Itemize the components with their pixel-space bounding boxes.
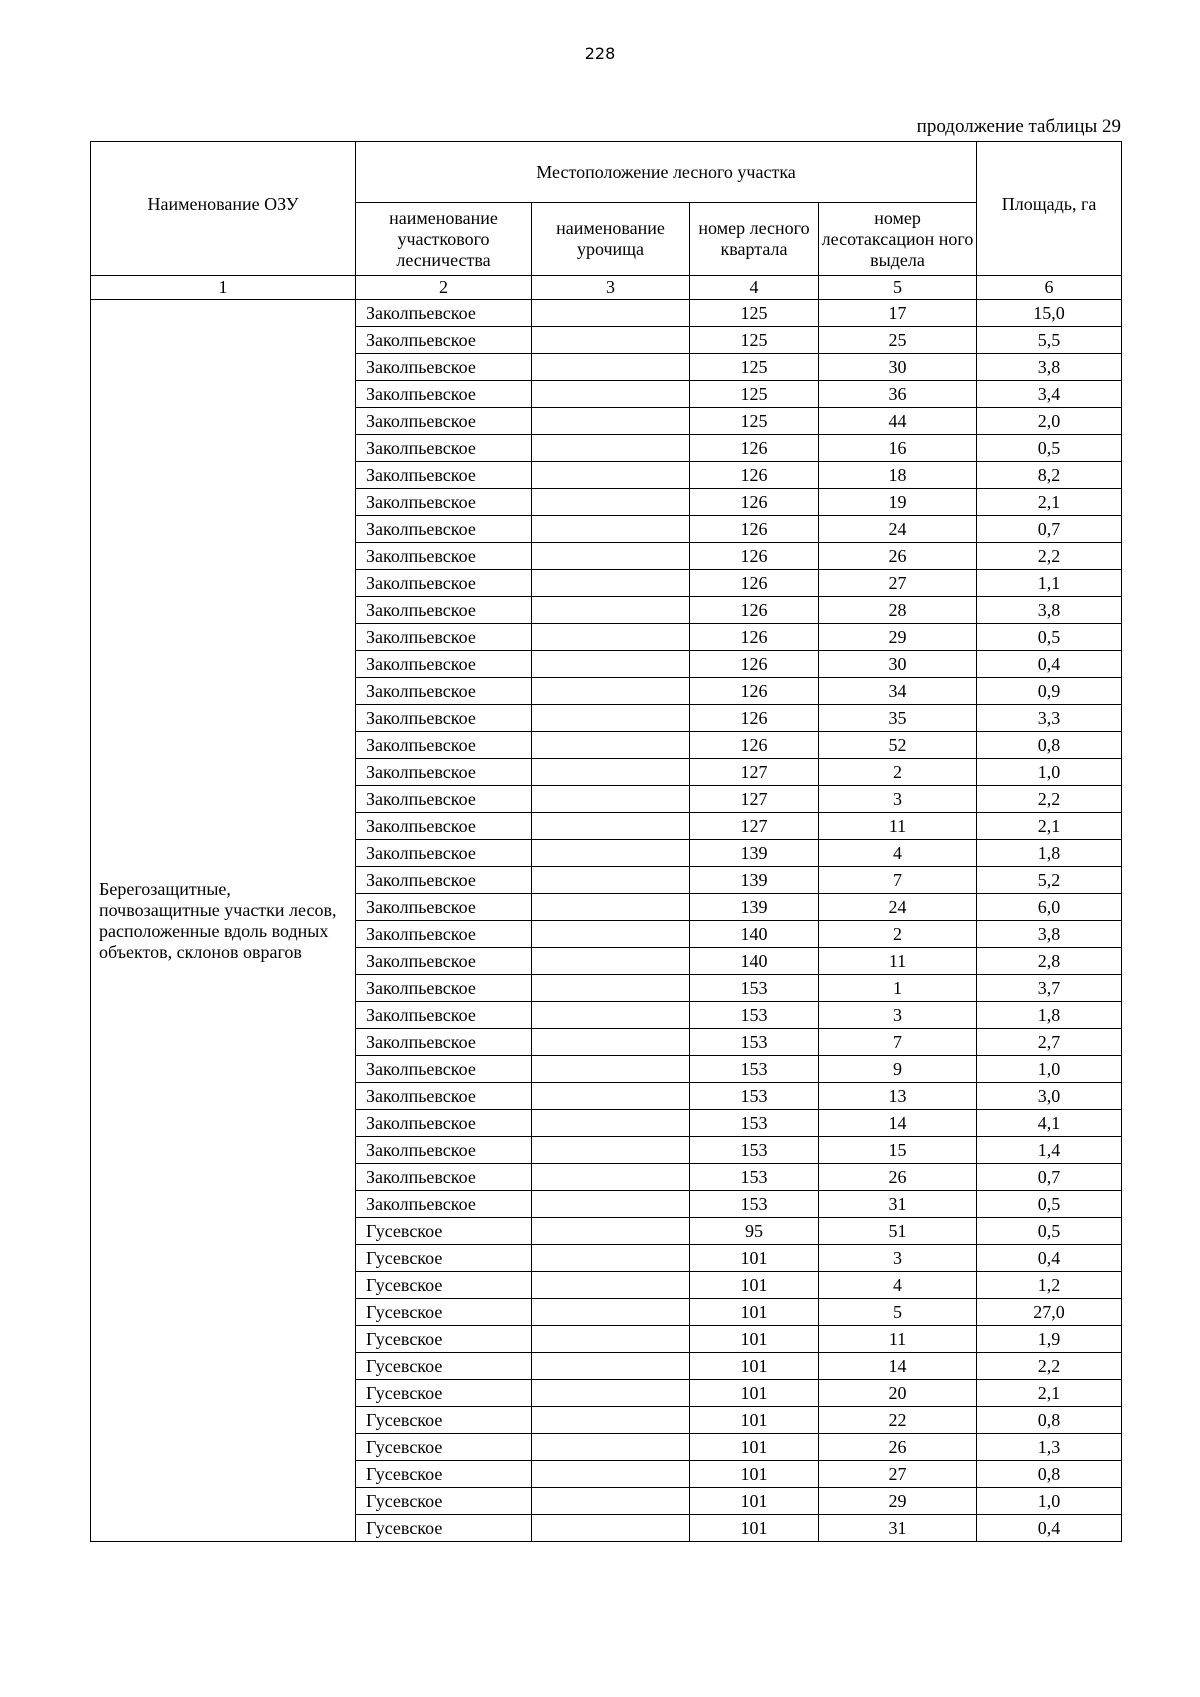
forestry-cell: Гусевское: [356, 1380, 532, 1407]
header-location-group: Местоположение лесного участка: [356, 142, 977, 203]
forest-plots-table: [90, 141, 1122, 1542]
quarter-cell: 126: [690, 435, 819, 462]
forestry-cell: Заколпьевское: [356, 1191, 532, 1218]
area-cell: 3,8: [977, 354, 1122, 381]
tract-cell: [532, 759, 690, 786]
tract-cell: [532, 489, 690, 516]
tract-cell: [532, 651, 690, 678]
tract-cell: [532, 732, 690, 759]
plot-cell: 13: [819, 1083, 977, 1110]
area-cell: 1,9: [977, 1326, 1122, 1353]
tract-cell: [532, 678, 690, 705]
quarter-cell: 153: [690, 1083, 819, 1110]
quarter-cell: 126: [690, 489, 819, 516]
quarter-cell: 126: [690, 462, 819, 489]
plot-cell: 29: [819, 624, 977, 651]
area-cell: 2,8: [977, 948, 1122, 975]
ozu-name-cell: Берегозащитные, почвозащитные участки лесов, расположенные вдоль водных объектов, склонов оврагов: [91, 300, 356, 1542]
area-cell: 1,0: [977, 759, 1122, 786]
area-cell: 1,4: [977, 1137, 1122, 1164]
tract-cell: [532, 1461, 690, 1488]
plot-cell: 27: [819, 570, 977, 597]
tract-cell: [532, 381, 690, 408]
tract-cell: [532, 543, 690, 570]
tract-cell: [532, 975, 690, 1002]
forestry-cell: Заколпьевское: [356, 1029, 532, 1056]
area-cell: 3,4: [977, 381, 1122, 408]
forestry-cell: Заколпьевское: [356, 1137, 532, 1164]
area-cell: 1,0: [977, 1056, 1122, 1083]
area-cell: 0,4: [977, 651, 1122, 678]
plot-cell: 14: [819, 1110, 977, 1137]
quarter-cell: 153: [690, 1164, 819, 1191]
forestry-cell: Гусевское: [356, 1515, 532, 1542]
area-cell: 2,0: [977, 408, 1122, 435]
area-cell: 0,4: [977, 1245, 1122, 1272]
tract-cell: [532, 948, 690, 975]
plot-cell: 2: [819, 759, 977, 786]
area-cell: 0,8: [977, 1407, 1122, 1434]
area-cell: 1,8: [977, 1002, 1122, 1029]
tract-cell: [532, 1515, 690, 1542]
plot-cell: 52: [819, 732, 977, 759]
quarter-cell: 101: [690, 1407, 819, 1434]
forestry-cell: Заколпьевское: [356, 1002, 532, 1029]
area-cell: 2,2: [977, 786, 1122, 813]
page-number: 228: [584, 44, 616, 63]
quarter-cell: 153: [690, 1137, 819, 1164]
plot-cell: 31: [819, 1191, 977, 1218]
tract-cell: [532, 1245, 690, 1272]
area-cell: 3,8: [977, 597, 1122, 624]
forestry-cell: Заколпьевское: [356, 408, 532, 435]
tract-cell: [532, 516, 690, 543]
plot-cell: 16: [819, 435, 977, 462]
forestry-cell: Заколпьевское: [356, 678, 532, 705]
forestry-cell: Гусевское: [356, 1434, 532, 1461]
plot-cell: 28: [819, 597, 977, 624]
forestry-cell: Заколпьевское: [356, 570, 532, 597]
forestry-cell: Заколпьевское: [356, 840, 532, 867]
quarter-cell: 126: [690, 570, 819, 597]
plot-cell: 27: [819, 1461, 977, 1488]
forestry-cell: Заколпьевское: [356, 894, 532, 921]
area-cell: 1,3: [977, 1434, 1122, 1461]
column-number: 5: [819, 276, 977, 300]
table-row: [91, 300, 1122, 327]
forestry-cell: Заколпьевское: [356, 300, 532, 327]
quarter-cell: 101: [690, 1326, 819, 1353]
tract-cell: [532, 300, 690, 327]
plot-cell: 3: [819, 1002, 977, 1029]
plot-cell: 31: [819, 1515, 977, 1542]
header-quarter: номер лесного квартала: [690, 203, 819, 276]
tract-cell: [532, 570, 690, 597]
tract-cell: [532, 435, 690, 462]
area-cell: 0,5: [977, 624, 1122, 651]
forestry-cell: Гусевское: [356, 1407, 532, 1434]
quarter-cell: 125: [690, 327, 819, 354]
plot-cell: 7: [819, 1029, 977, 1056]
quarter-cell: 126: [690, 705, 819, 732]
plot-cell: 11: [819, 1326, 977, 1353]
plot-cell: 11: [819, 948, 977, 975]
header-ozu-name: Наименование ОЗУ: [91, 142, 356, 276]
area-cell: 3,7: [977, 975, 1122, 1002]
quarter-cell: 125: [690, 408, 819, 435]
forestry-cell: Заколпьевское: [356, 732, 532, 759]
quarter-cell: 127: [690, 813, 819, 840]
quarter-cell: 139: [690, 840, 819, 867]
area-cell: 2,7: [977, 1029, 1122, 1056]
forestry-cell: Заколпьевское: [356, 1164, 532, 1191]
plot-cell: 30: [819, 651, 977, 678]
quarter-cell: 126: [690, 516, 819, 543]
forestry-cell: Заколпьевское: [356, 516, 532, 543]
forestry-cell: Гусевское: [356, 1245, 532, 1272]
tract-cell: [532, 1353, 690, 1380]
forestry-cell: Гусевское: [356, 1488, 532, 1515]
quarter-cell: 101: [690, 1299, 819, 1326]
tract-cell: [532, 813, 690, 840]
forestry-cell: Заколпьевское: [356, 624, 532, 651]
plot-cell: 44: [819, 408, 977, 435]
forestry-cell: Гусевское: [356, 1353, 532, 1380]
tract-cell: [532, 1002, 690, 1029]
area-cell: 4,1: [977, 1110, 1122, 1137]
forestry-cell: Заколпьевское: [356, 759, 532, 786]
plot-cell: 4: [819, 1272, 977, 1299]
area-cell: 0,9: [977, 678, 1122, 705]
forestry-cell: Заколпьевское: [356, 327, 532, 354]
plot-cell: 51: [819, 1218, 977, 1245]
forestry-cell: Заколпьевское: [356, 948, 532, 975]
tract-cell: [532, 624, 690, 651]
tract-cell: [532, 1272, 690, 1299]
tract-cell: [532, 705, 690, 732]
tract-cell: [532, 1380, 690, 1407]
tract-cell: [532, 1137, 690, 1164]
tract-cell: [532, 867, 690, 894]
quarter-cell: 101: [690, 1515, 819, 1542]
quarter-cell: 101: [690, 1272, 819, 1299]
plot-cell: 22: [819, 1407, 977, 1434]
plot-cell: 4: [819, 840, 977, 867]
area-cell: 1,1: [977, 570, 1122, 597]
quarter-cell: 126: [690, 678, 819, 705]
quarter-cell: 126: [690, 732, 819, 759]
area-cell: 6,0: [977, 894, 1122, 921]
quarter-cell: 125: [690, 354, 819, 381]
quarter-cell: 95: [690, 1218, 819, 1245]
quarter-cell: 101: [690, 1434, 819, 1461]
header-tract: наименование урочища: [532, 203, 690, 276]
plot-cell: 3: [819, 1245, 977, 1272]
forestry-cell: Гусевское: [356, 1218, 532, 1245]
forestry-cell: Заколпьевское: [356, 435, 532, 462]
plot-cell: 24: [819, 894, 977, 921]
tract-cell: [532, 1164, 690, 1191]
quarter-cell: 153: [690, 1110, 819, 1137]
column-number: 4: [690, 276, 819, 300]
area-cell: 5,5: [977, 327, 1122, 354]
quarter-cell: 101: [690, 1380, 819, 1407]
tract-cell: [532, 1218, 690, 1245]
quarter-cell: 101: [690, 1353, 819, 1380]
tract-cell: [532, 1191, 690, 1218]
plot-cell: 29: [819, 1488, 977, 1515]
tract-cell: [532, 840, 690, 867]
column-number: 2: [356, 276, 532, 300]
area-cell: 27,0: [977, 1299, 1122, 1326]
plot-cell: 26: [819, 1164, 977, 1191]
forestry-cell: Заколпьевское: [356, 1056, 532, 1083]
forestry-cell: Заколпьевское: [356, 921, 532, 948]
plot-cell: 9: [819, 1056, 977, 1083]
forestry-cell: Гусевское: [356, 1299, 532, 1326]
plot-cell: 30: [819, 354, 977, 381]
plot-cell: 34: [819, 678, 977, 705]
area-cell: 0,7: [977, 1164, 1122, 1191]
tract-cell: [532, 408, 690, 435]
forestry-cell: Заколпьевское: [356, 489, 532, 516]
area-cell: 0,8: [977, 732, 1122, 759]
quarter-cell: 101: [690, 1461, 819, 1488]
plot-cell: 18: [819, 462, 977, 489]
area-cell: 2,1: [977, 813, 1122, 840]
plot-cell: 25: [819, 327, 977, 354]
table-caption: продолжение таблицы 29: [916, 116, 1121, 137]
tract-cell: [532, 1029, 690, 1056]
area-cell: 2,2: [977, 1353, 1122, 1380]
tract-cell: [532, 786, 690, 813]
column-number: 3: [532, 276, 690, 300]
tract-cell: [532, 1110, 690, 1137]
quarter-cell: 125: [690, 381, 819, 408]
tract-cell: [532, 327, 690, 354]
quarter-cell: 127: [690, 786, 819, 813]
quarter-cell: 125: [690, 300, 819, 327]
area-cell: 1,2: [977, 1272, 1122, 1299]
area-cell: 5,2: [977, 867, 1122, 894]
plot-cell: 26: [819, 543, 977, 570]
forestry-cell: Заколпьевское: [356, 867, 532, 894]
quarter-cell: 140: [690, 921, 819, 948]
quarter-cell: 153: [690, 1002, 819, 1029]
plot-cell: 2: [819, 921, 977, 948]
forestry-cell: Гусевское: [356, 1461, 532, 1488]
plot-cell: 24: [819, 516, 977, 543]
forestry-cell: Заколпьевское: [356, 786, 532, 813]
plot-cell: 35: [819, 705, 977, 732]
tract-cell: [532, 1083, 690, 1110]
forestry-cell: Заколпьевское: [356, 1083, 532, 1110]
quarter-cell: 126: [690, 624, 819, 651]
quarter-cell: 153: [690, 1029, 819, 1056]
forestry-cell: Заколпьевское: [356, 597, 532, 624]
quarter-cell: 140: [690, 948, 819, 975]
forestry-cell: Заколпьевское: [356, 1110, 532, 1137]
plot-cell: 11: [819, 813, 977, 840]
quarter-cell: 126: [690, 597, 819, 624]
column-number: 1: [91, 276, 356, 300]
quarter-cell: 153: [690, 1191, 819, 1218]
quarter-cell: 127: [690, 759, 819, 786]
column-number-row: [91, 276, 1122, 300]
forestry-cell: Заколпьевское: [356, 354, 532, 381]
forestry-cell: Заколпьевское: [356, 543, 532, 570]
area-cell: 1,8: [977, 840, 1122, 867]
forestry-cell: Заколпьевское: [356, 381, 532, 408]
quarter-cell: 139: [690, 867, 819, 894]
area-cell: 8,2: [977, 462, 1122, 489]
plot-cell: 19: [819, 489, 977, 516]
forestry-cell: Заколпьевское: [356, 462, 532, 489]
plot-cell: 1: [819, 975, 977, 1002]
tract-cell: [532, 1434, 690, 1461]
tract-cell: [532, 921, 690, 948]
area-cell: 1,0: [977, 1488, 1122, 1515]
header-plot: номер лесотаксацион ного выдела: [819, 203, 977, 276]
tract-cell: [532, 462, 690, 489]
area-cell: 15,0: [977, 300, 1122, 327]
header-area: Площадь, га: [977, 142, 1122, 276]
plot-cell: 7: [819, 867, 977, 894]
tract-cell: [532, 354, 690, 381]
forestry-cell: Заколпьевское: [356, 705, 532, 732]
plot-cell: 20: [819, 1380, 977, 1407]
area-cell: 0,5: [977, 1218, 1122, 1245]
area-cell: 0,7: [977, 516, 1122, 543]
header-forestry: наименование участкового лесничества: [356, 203, 532, 276]
area-cell: 0,5: [977, 1191, 1122, 1218]
forestry-cell: Заколпьевское: [356, 813, 532, 840]
quarter-cell: 101: [690, 1488, 819, 1515]
quarter-cell: 139: [690, 894, 819, 921]
tract-cell: [532, 1488, 690, 1515]
quarter-cell: 101: [690, 1245, 819, 1272]
plot-cell: 3: [819, 786, 977, 813]
area-cell: 0,8: [977, 1461, 1122, 1488]
tract-cell: [532, 1407, 690, 1434]
area-cell: 0,4: [977, 1515, 1122, 1542]
area-cell: 2,2: [977, 543, 1122, 570]
forestry-cell: Гусевское: [356, 1272, 532, 1299]
area-cell: 2,1: [977, 489, 1122, 516]
tract-cell: [532, 1299, 690, 1326]
plot-cell: 26: [819, 1434, 977, 1461]
area-cell: 3,0: [977, 1083, 1122, 1110]
tract-cell: [532, 1326, 690, 1353]
tract-cell: [532, 894, 690, 921]
forestry-cell: Заколпьевское: [356, 975, 532, 1002]
plot-cell: 5: [819, 1299, 977, 1326]
plot-cell: 15: [819, 1137, 977, 1164]
plot-cell: 14: [819, 1353, 977, 1380]
quarter-cell: 153: [690, 975, 819, 1002]
column-number: 6: [977, 276, 1122, 300]
area-cell: 3,8: [977, 921, 1122, 948]
forestry-cell: Гусевское: [356, 1326, 532, 1353]
quarter-cell: 153: [690, 1056, 819, 1083]
area-cell: 0,5: [977, 435, 1122, 462]
plot-cell: 17: [819, 300, 977, 327]
table-body: [91, 300, 1122, 1542]
tract-cell: [532, 1056, 690, 1083]
quarter-cell: 126: [690, 651, 819, 678]
plot-cell: 36: [819, 381, 977, 408]
quarter-cell: 126: [690, 543, 819, 570]
forestry-cell: Заколпьевское: [356, 651, 532, 678]
area-cell: 3,3: [977, 705, 1122, 732]
area-cell: 2,1: [977, 1380, 1122, 1407]
tract-cell: [532, 597, 690, 624]
